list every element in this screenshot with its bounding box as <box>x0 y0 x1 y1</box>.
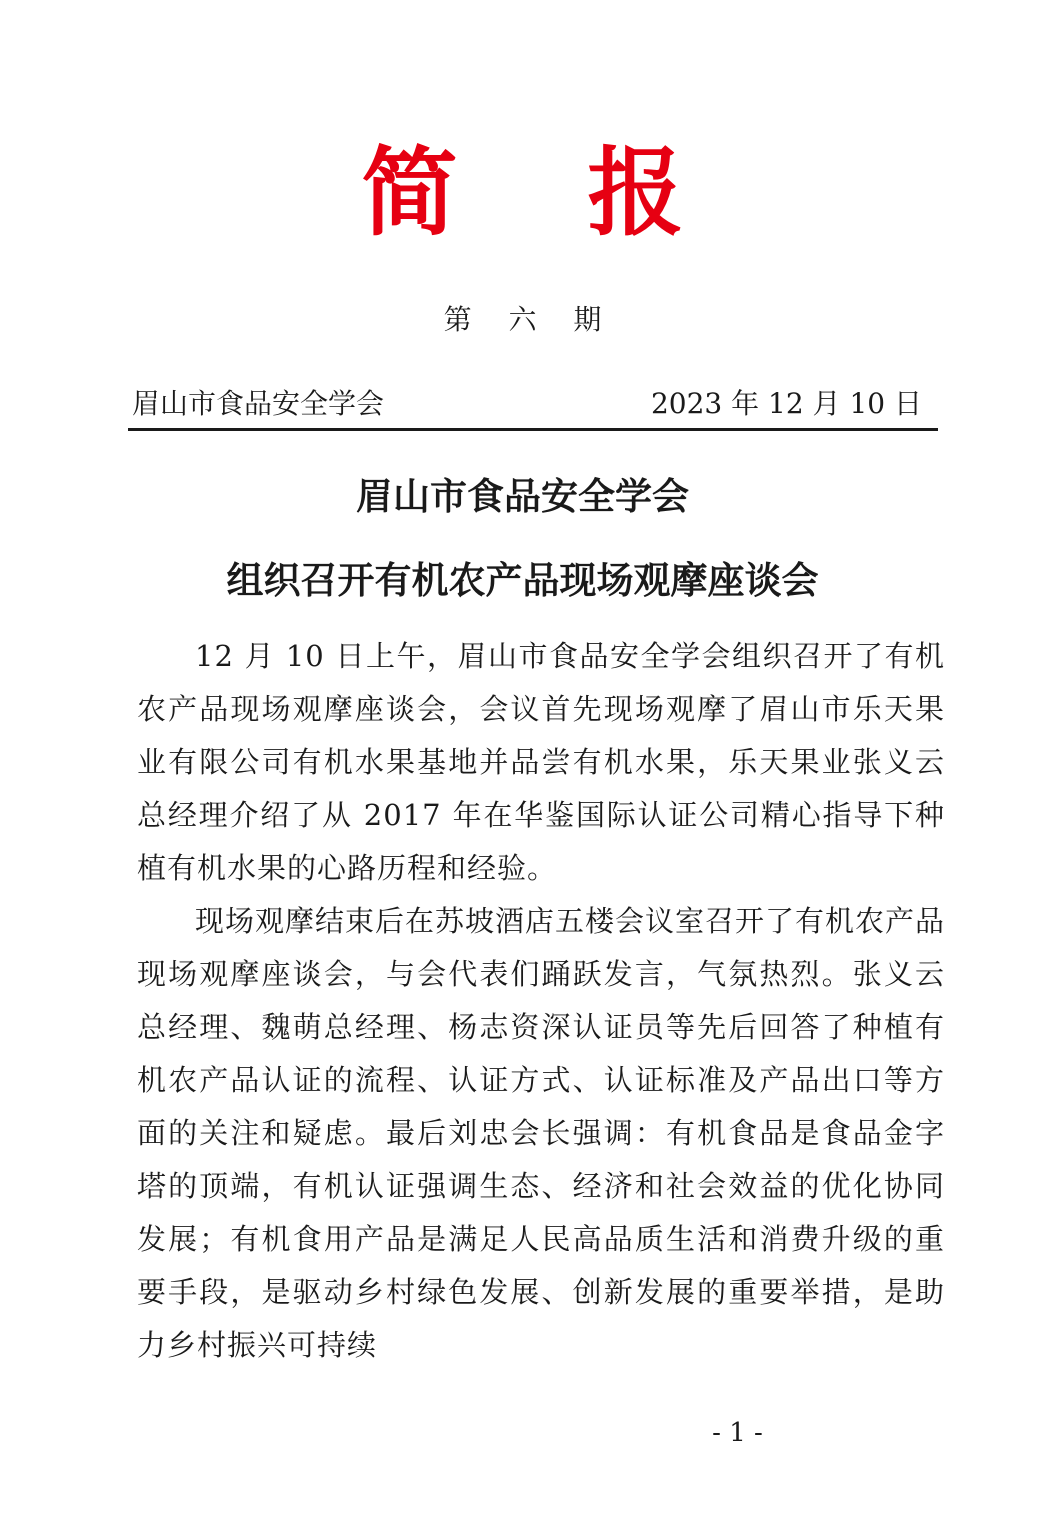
meta-row <box>132 380 922 424</box>
body-paragraph: 12 月 10 日上午，眉山市食品安全学会组织召开了有机农产品现场观摩座谈会，会议首先现场观摩了眉山市乐天果业有限公司有机水果基地并品尝有机水果，乐天果业张义云总经理介绍了从 2017 年在华鉴国际认证公司精心指导下种植有机水果的心路历程和经验。 <box>137 639 945 885</box>
page-number: - 1 - <box>712 1418 763 1448</box>
body-paragraph: 现场观摩结束后在苏坡酒店五楼会议室召开了有机农产品现场观摩座谈会，与会代表们踊跃发言，气氛热烈。张义云总经理、魏萌总经理、杨志资深认证员等先后回答了种植有机农产品认证的流程、认证方式、认证标准及产品出口等方面的关注和疑虑。最后刘忠会长强调：有机食品是食品金字塔的顶端，有机认证强调生态、经济和社会效益的优化协同发展；有机食用产品是满足人民高品质生活和消费升级的重要手段，是驱动乡村绿色发展、创新发展的重要举措，是助力乡村振兴可持续 <box>137 904 946 1362</box>
article-title-line-2: 组织召开有机农产品现场观摩座谈会 <box>226 559 819 602</box>
header-divider <box>128 428 938 431</box>
issuing-organization: 眉山市食品安全学会 <box>132 387 385 420</box>
article-title-line-1: 眉山市食品安全学会 <box>356 475 689 518</box>
masthead-title: 简报 <box>361 137 814 249</box>
issue-date: 2023 年 12 月 10 日 <box>650 387 922 420</box>
issue-number: 第 六 期 <box>443 303 616 336</box>
article-body <box>137 630 945 1372</box>
